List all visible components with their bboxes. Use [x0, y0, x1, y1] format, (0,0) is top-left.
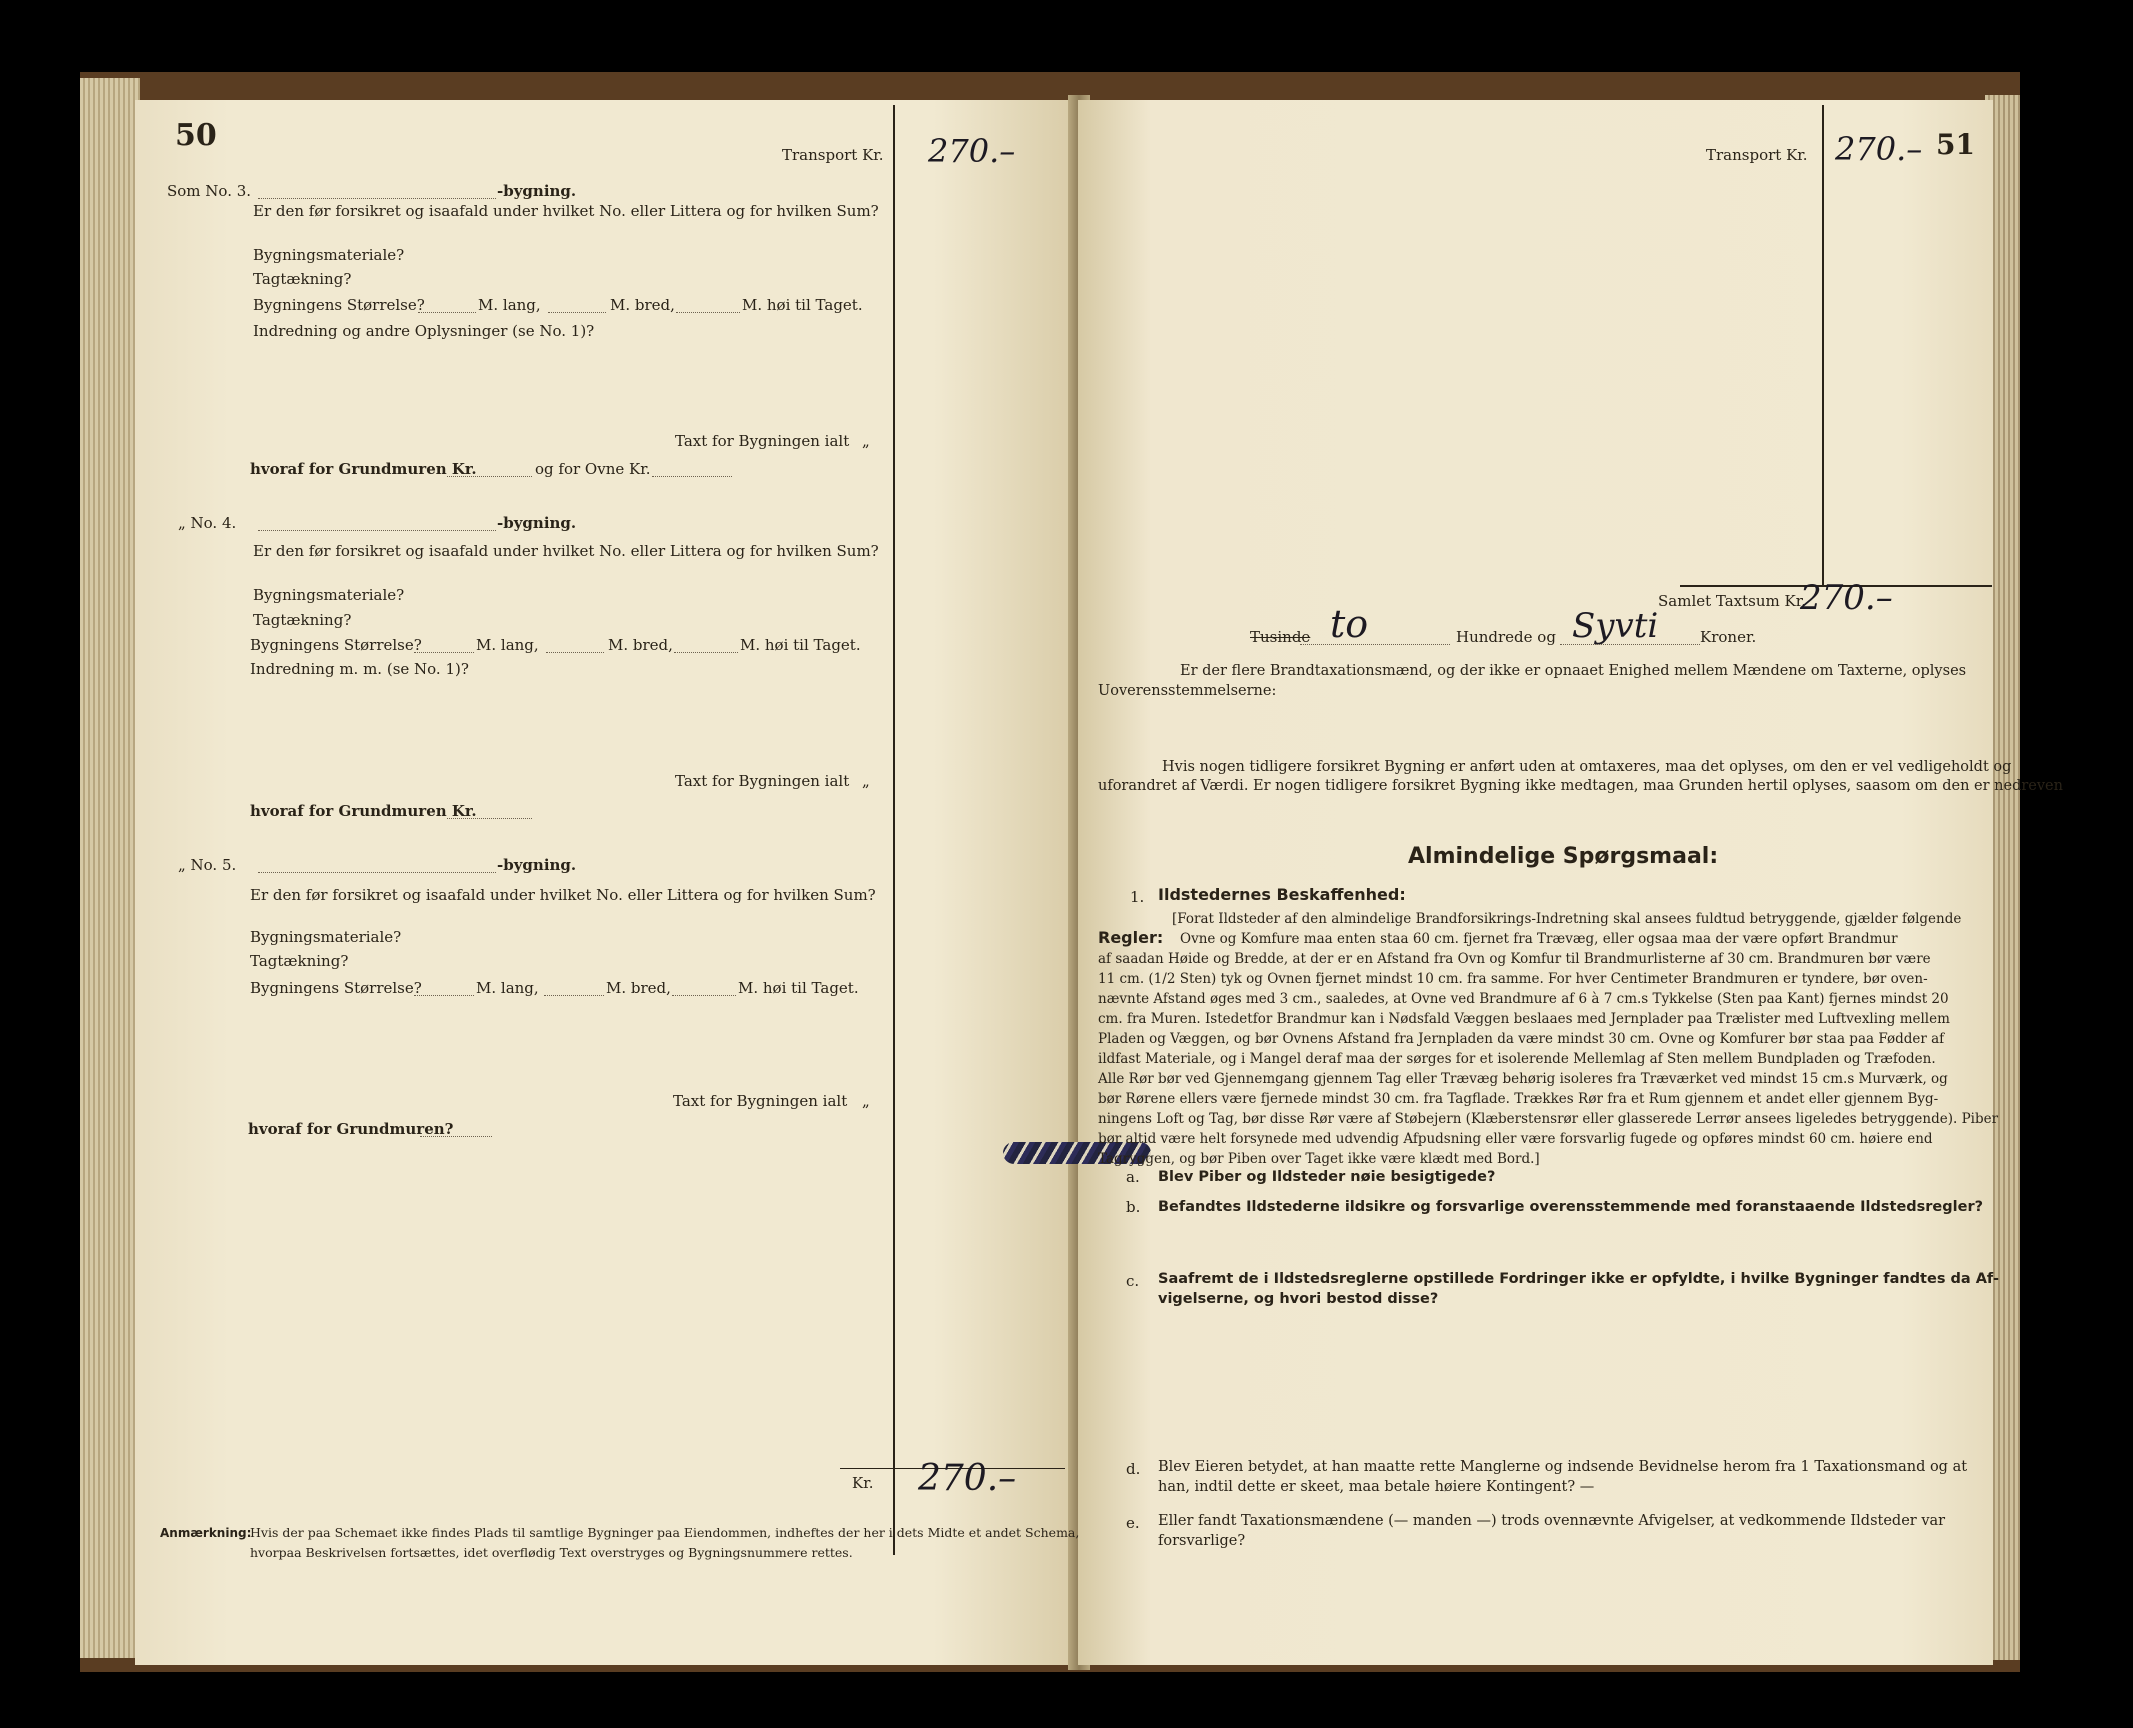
question-b-text: Befandtes Ildstederne ildsikre og forsvarlige overensstemmende med foranstaaende Ildstedsregler?	[1158, 1199, 1984, 1215]
left-transport-amount: 270.–	[928, 132, 1016, 170]
interior-label: Indredning og andre Oplysninger (se No. 1)?	[253, 322, 595, 340]
para2-line1: Hvis nogen tidligere forsikret Bygning er anført uden at omtaxeres, maa det oplyses, om den er vel vedligeholdt og	[1162, 759, 2012, 775]
building-type-field	[258, 198, 496, 199]
question-1-number: 1.	[1130, 888, 1145, 906]
regler-label: Regler:	[1098, 928, 1164, 947]
rule-line: bør Rørene ellers være fjernede mindst 30 cm. fra Tagflade. Trækkes Rør fra et Rum gjennem et andet eller gjennem Byg-	[1098, 1091, 1939, 1107]
foundation-label: hvoraf for Grundmuren Kr.	[250, 460, 477, 478]
insured-question: Er den før forsikret og isaafald under hvilket No. eller Littera og for hvilken Sum?	[253, 202, 879, 220]
width-field	[544, 995, 604, 996]
right-transport-amount: 270.–	[1835, 130, 1923, 168]
wide-label: M. bred,	[610, 296, 675, 314]
handwritten-sytti: Syvti	[1572, 606, 1659, 646]
question-a-label: a.	[1126, 1168, 1140, 1186]
section-prefix: „ No. 4.	[178, 514, 237, 532]
para2-line2: uforandret af Værdi. Er nogen tidligere forsikret Bygning ikke medtagen, maa Grunden hertil oplyses, saasom om den er nedreven	[1098, 778, 2063, 794]
right-page	[1078, 100, 1993, 1665]
rule-line: [Forat Ildsteder af den almindelige Brandforsikrings-Indretning skal ansees fuldtud betryggende, gjælder følgende	[1172, 911, 1962, 927]
question-b-label: b.	[1126, 1198, 1141, 1216]
rule-line: bør altid være helt forsynede med udvendig Afpudsning eller være forsvarlig fugede og opføres mindst 60 cm. høiere end	[1098, 1131, 1933, 1147]
tax-total-label: Taxt for Bygningen ialt	[675, 432, 850, 450]
building-type-field	[258, 872, 496, 873]
hundrede-label: Hundrede og	[1456, 628, 1556, 646]
left-transport-label: Transport Kr.	[782, 146, 884, 164]
question-e-label: e.	[1126, 1514, 1140, 1532]
rule-line: cm. fra Muren. Istedetfor Brandmur kan i Nødsfald Væggen beslaaes med Jernplader paa Trælister med Luftvexling mellem	[1098, 1011, 1950, 1027]
height-field	[676, 312, 740, 313]
high-label: M. høi til Taget.	[740, 636, 861, 654]
left-amount-column-rule	[893, 105, 895, 1555]
question-c-line2: vigelserne, og hvori bestod disse?	[1158, 1291, 1439, 1307]
para1-line2: Uoverensstemmelserne:	[1098, 683, 1277, 699]
rule-line: 11 cm. (1/2 Sten) tyk og Ovnen fjernet mindst 10 cm. fra samme. For hver Centimeter Brandmuren er tyndere, bør oven-	[1098, 971, 1928, 987]
section-prefix: „ No. 5.	[178, 856, 237, 874]
tax-total-label: Taxt for Bygningen ialt	[675, 772, 850, 790]
roofing-label: Tagtækning?	[253, 611, 352, 629]
general-questions-heading: Almindelige Spørgsmaal:	[1408, 844, 1719, 869]
ovens-field	[652, 476, 732, 477]
long-label: M. lang,	[476, 636, 539, 654]
rule-line: af saadan Høide og Bredde, at der er en Afstand fra Ovn og Komfur til Brandmurlisterne af 30 cm. Brandmuren bør være	[1098, 951, 1931, 967]
left-total-amount: 270.–	[918, 1458, 1017, 1499]
quote-mark: „	[862, 1092, 870, 1110]
right-page-number: 51	[1936, 128, 1975, 161]
long-label: M. lang,	[476, 979, 539, 997]
tusinde-struck: Tusinde	[1250, 628, 1311, 646]
insured-question: Er den før forsikret og isaafald under hvilket No. eller Littera og for hvilken Sum?	[253, 542, 879, 560]
material-label: Bygningsmateriale?	[253, 586, 405, 604]
roofing-label: Tagtækning?	[250, 952, 349, 970]
height-field	[672, 995, 736, 996]
question-d-line1: Blev Eieren betydet, at han maatte rette Manglerne og indsende Bevidnelse herom fra 1 Taxationsmand og at	[1158, 1459, 1968, 1475]
roofing-label: Tagtækning?	[253, 270, 352, 288]
rule-line: Pladen og Væggen, og bør Ovnens Afstand fra Jernpladen da være mindst 30 cm. Ovne og Komfurer bør staa paa Fødder af	[1098, 1031, 1945, 1047]
thousands-field	[1300, 644, 1450, 645]
material-label: Bygningsmateriale?	[253, 246, 405, 264]
section-prefix: Som No. 3.	[167, 182, 252, 200]
question-1-title: Ildstedernes Beskaffenhed:	[1158, 885, 1406, 904]
building-suffix: -bygning.	[497, 514, 577, 532]
insured-question: Er den før forsikret og isaafald under hvilket No. eller Littera og for hvilken Sum?	[250, 886, 876, 904]
size-label: Bygningens Størrelse?	[250, 979, 422, 997]
rule-line: Ovne og Komfure maa enten staa 60 cm. fjernet fra Trævæg, eller ogsaa maa der være opført Brandmur	[1180, 931, 1898, 947]
building-type-field	[258, 530, 496, 531]
quote-mark: „	[862, 432, 870, 450]
note-line-2: hvorpaa Beskrivelsen fortsættes, idet overflødig Text overstryges og Bygningsnummere rettes.	[250, 1545, 853, 1560]
length-field	[414, 652, 474, 653]
tax-total-label: Taxt for Bygningen ialt	[673, 1092, 848, 1110]
para1-line1: Er der flere Brandtaxationsmænd, og der ikke er opnaaet Enighed mellem Mændene om Taxterne, oplyses	[1180, 663, 1967, 679]
rule-line: Alle Rør bør ved Gjennemgang gjennem Tag eller Trævæg behørig isoleres fra Træværket ved mindst 15 cm.s Murværk, og	[1098, 1071, 1948, 1087]
size-label: Bygningens Størrelse?	[253, 296, 425, 314]
ovens-label: og for Ovne Kr.	[535, 460, 651, 478]
note-line-1: Hvis der paa Schemaet ikke findes Plads til samtlige Bygninger paa Eiendommen, indheftes der her i dets Midte et andet Schema,	[250, 1525, 1080, 1540]
handwritten-to: to	[1330, 602, 1369, 646]
high-label: M. høi til Taget.	[742, 296, 863, 314]
width-field	[546, 652, 604, 653]
samlet-taxtsum-label: Samlet Taxtsum Kr.	[1658, 592, 1807, 610]
left-page-number: 50	[175, 118, 217, 153]
question-c-line1: Saafremt de i Ildstedsreglerne opstillede Fordringer ikke er opfyldte, i hvilke Bygninger fandtes da Af-	[1158, 1271, 2000, 1287]
question-d-label: d.	[1126, 1460, 1141, 1478]
foundation-label: hvoraf for Grundmuren Kr.	[250, 802, 477, 820]
foundation-label: hvoraf for Grundmuren?	[248, 1120, 454, 1138]
right-amount-column-rule	[1822, 105, 1824, 587]
width-field	[548, 312, 606, 313]
interior-label: Indredning m. m. (se No. 1)?	[250, 660, 469, 678]
foundation-field	[420, 1136, 492, 1137]
height-field	[674, 652, 738, 653]
length-field	[418, 312, 476, 313]
quote-mark: „	[862, 772, 870, 790]
question-d-line2: han, indtil dette er skeet, maa betale høiere Kontingent? —	[1158, 1479, 1595, 1495]
building-suffix: -bygning.	[497, 856, 577, 874]
wide-label: M. bred,	[606, 979, 671, 997]
foundation-field	[447, 818, 532, 819]
question-a-text: Blev Piber og Ildsteder nøie besigtigede?	[1158, 1169, 1496, 1185]
tens-field	[1560, 644, 1700, 645]
right-transport-label: Transport Kr.	[1706, 146, 1808, 164]
material-label: Bygningsmateriale?	[250, 928, 402, 946]
rule-line: Tagryggen, og bør Piben over Taget ikke være klædt med Bord.]	[1098, 1151, 1540, 1167]
rule-line: nævnte Afstand øges med 3 cm., saaledes, at Ovne ved Brandmure af 6 à 7 cm.s Tykkelse (Sten paa Kant) fjernes mindst 20	[1098, 991, 1949, 1007]
left-page-edges	[80, 78, 140, 1658]
question-e-line1: Eller fandt Taxationsmændene (— manden —) trods ovennævnte Afvigelser, at vedkommende Ildsteder var	[1158, 1513, 1946, 1529]
kroner-label: Kroner.	[1700, 628, 1757, 646]
left-total-label: Kr.	[852, 1474, 874, 1492]
rule-line: ningens Loft og Tag, bør disse Rør være af Støbejern (Klæberstensrør eller glasserede Lerrør ansees ligeledes betryggende). Piber	[1098, 1111, 1999, 1127]
samlet-taxtsum-amount: 270.–	[1800, 578, 1893, 618]
high-label: M. høi til Taget.	[738, 979, 859, 997]
note-label: Anmærkning:	[160, 1526, 252, 1540]
question-e-line2: forsvarlige?	[1158, 1533, 1246, 1549]
size-label: Bygningens Størrelse?	[250, 636, 422, 654]
question-c-label: c.	[1126, 1272, 1140, 1290]
building-suffix: -bygning.	[497, 182, 577, 200]
long-label: M. lang,	[478, 296, 541, 314]
wide-label: M. bred,	[608, 636, 673, 654]
length-field	[414, 995, 474, 996]
rule-line: ildfast Materiale, og i Mangel deraf maa der sørges for et isolerende Mellemlag af Sten mellem Bundpladen og Træfoden.	[1098, 1051, 1936, 1067]
foundation-field	[447, 476, 532, 477]
